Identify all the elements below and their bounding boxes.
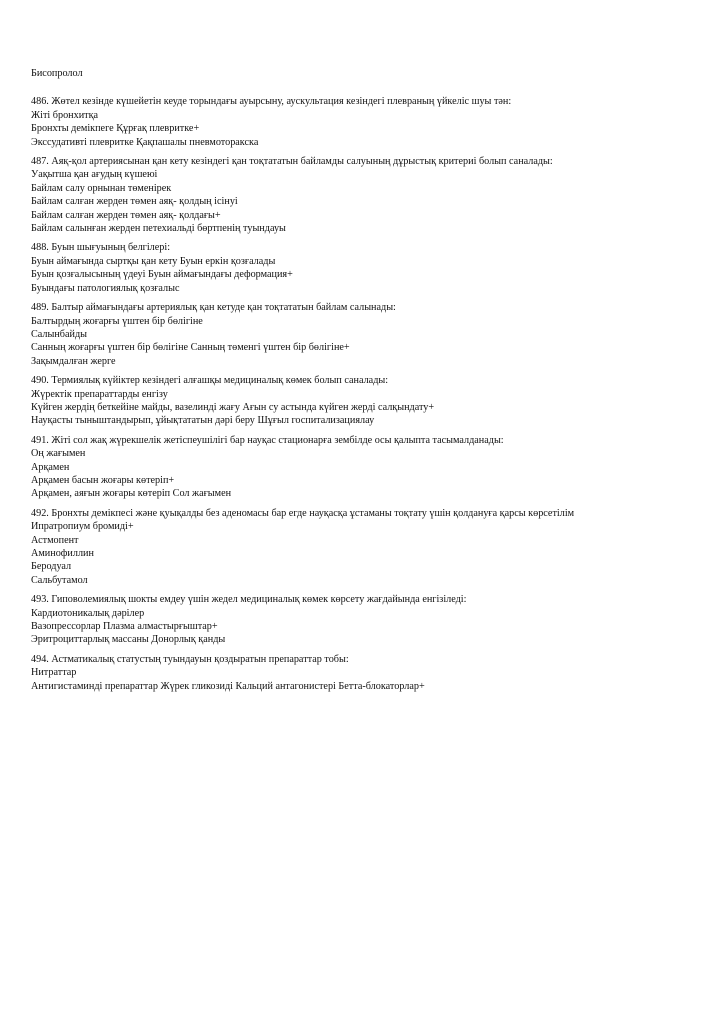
question-text: 492. Бронхты демікпесі және қуықалды без аденомасы бар егде науқасқа ұстаманы тоқтату үшін қолдануға қарсы көрсетілім	[31, 507, 575, 519]
answer-option: Санның жоғарғы үштен бір бөлігіне Санның төменгі үштен бір бөлігіне+	[31, 342, 350, 354]
answer-option: Салынбайды	[31, 328, 87, 340]
document-content	[31, 67, 711, 699]
question-block	[31, 95, 711, 149]
question-block	[31, 374, 711, 428]
answer-option: Нитраттар	[31, 667, 77, 679]
question-block	[31, 241, 711, 295]
answer-option: Кардиотоникалық дәрілер	[31, 607, 145, 619]
question-block	[31, 507, 711, 587]
question-text: 486. Жөтел кезінде күшейетін кеуде торындағы ауырсыну, аускультация кезіндегі плевраның үйкеліс шуы тән:	[31, 96, 512, 108]
answer-option: Зақымдалған жерге	[31, 355, 116, 367]
answer-option: Антигистаминді препараттар Жүрек гликозиді Кальций антагонистері Бетта-блокаторлар+	[31, 680, 425, 692]
question-text: 489. Балтыр аймағындағы артериялық қан кетуде қан тоқтататын байлам салынады:	[31, 302, 396, 314]
answer-option: Байлам салынған жерден петехиальді бөртпенің туындауы	[31, 223, 286, 235]
answer-option: Жүректік препараттарды енгізу	[31, 388, 168, 400]
answer-option: Беродуал	[31, 561, 72, 573]
question-list	[31, 95, 711, 693]
question-text: 493. Гиповолемиялық шокты емдеу үшін жедел медициналық көмек көрсету жағдайында енгізіледі:	[31, 594, 467, 606]
question-block	[31, 155, 711, 235]
answer-option: Экссудативті плевритке Қақпашалы пневмоторакска	[31, 136, 259, 148]
question-text: 494. Астматикалық статустың туындауын қоздыратын препараттар тобы:	[31, 653, 349, 665]
answer-option: Байлам салған жерден төмен аяқ- қолдың ісінуі	[31, 196, 238, 208]
question-text: 490. Термиялық күйіктер кезіндегі алғашқы медициналық көмек болып саналады:	[31, 375, 389, 387]
answer-option: Балтырдың жоғарғы үштен бір бөлігіне	[31, 315, 203, 327]
question-text: 488. Буын шығуының белгілері:	[31, 242, 171, 254]
answer-option: Вазопрессорлар Плазма алмастырғыштар+	[31, 621, 218, 633]
answer-option: Буындағы патологиялық қозғалыс	[31, 282, 180, 294]
answer-option: Байлам салу орнынан төменірек	[31, 182, 172, 194]
answer-option: Арқамен басын жоғары көтеріп+	[31, 474, 175, 486]
answer-option: Байлам салған жерден төмен аяқ- қолдағы+	[31, 209, 221, 221]
answer-option: Күйген жердің беткейіне майды, вазелинді жағу Ағын су астында күйген жерді салқындату+	[31, 401, 435, 413]
question-block	[31, 593, 711, 647]
answer-option: Арқамен	[31, 461, 70, 473]
answer-option: Уақытша қан ағудың күшеюі	[31, 169, 158, 181]
answer-option: Эритроциттарлық массаны Донорлық қанды	[31, 634, 226, 646]
question-text: 491. Жіті сол жақ жүрекшелік жетіспеушілігі бар науқас стационарға зембілде осы қалыпта тасымалданады:	[31, 434, 504, 446]
answer-option: Бронхты демікпеге Құрғақ плевритке+	[31, 123, 200, 135]
intro-line: Бисопролол	[31, 68, 83, 79]
answer-option: Аминофиллин	[31, 548, 94, 559]
answer-option: Ипратропиум бромиді+	[31, 521, 134, 533]
question-text: 487. Аяқ-қол артериясынан қан кету кезіндегі қан тоқтататын байламды салуының дұрыстық критериі болып саналады:	[31, 156, 553, 168]
answer-option: Оң жағымен	[31, 448, 86, 460]
answer-option: Арқамен, аяғын жоғары көтеріп Сол жағымен	[31, 488, 232, 500]
answer-option: Сальбутамол	[31, 574, 88, 586]
question-block	[31, 301, 711, 368]
question-block	[31, 434, 711, 501]
answer-option: Буын аймағында сыртқы қан кету Буын еркін қозғалады	[31, 255, 276, 267]
answer-option: Астмопент	[31, 534, 79, 546]
question-block	[31, 653, 711, 693]
answer-option: Буын қозғалысының үдеуі Буын аймағындағы деформация+	[31, 269, 293, 281]
answer-option: Науқасты тыныштандырып, ұйықтататын дәрі беру Шұғыл госпитализациялау	[31, 415, 375, 427]
answer-option: Жіті бронхитқа	[31, 109, 99, 121]
